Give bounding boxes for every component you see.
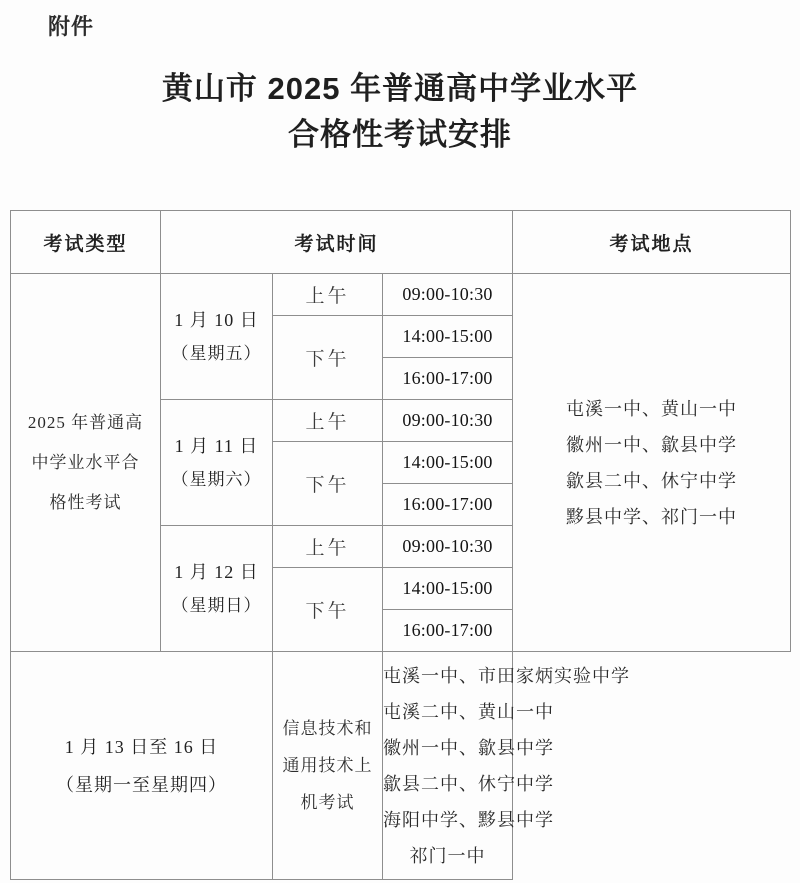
cell-written-venues: [513, 274, 791, 652]
cell-period-afternoon: 下午: [273, 316, 383, 400]
venue-line: 屯溪一中、市田家炳实验中学: [383, 665, 630, 686]
cell-period-morning: 上午: [273, 400, 383, 442]
subject-line-2: 通用技术上: [282, 756, 373, 775]
date-line-2: （星期一至星期四）: [56, 774, 227, 795]
cell-period-afternoon: 下午: [273, 568, 383, 652]
venue-line: 屯溪一中、黄山一中: [566, 398, 738, 419]
venue-line: 屯溪二中、黄山一中: [383, 701, 554, 722]
venue-line: 歙县二中、休宁中学: [383, 773, 554, 794]
table-body: [11, 274, 791, 880]
schedule-table-container: [10, 210, 790, 880]
header-exam-place: 考试地点: [513, 211, 791, 274]
date-line-2: （星期五）: [171, 343, 262, 363]
exam-schedule-table: [10, 210, 791, 880]
venue-line: 徽州一中、歙县中学: [566, 434, 738, 455]
cell-period-afternoon: 下午: [273, 442, 383, 526]
table-row: [11, 652, 791, 880]
subject-line-3: 机考试: [300, 793, 355, 812]
exam-type-line-2: 中学业水平合: [31, 452, 140, 472]
venue-line: 黟县中学、祁门一中: [566, 506, 738, 527]
cell-time-slot: 16:00-17:00: [383, 610, 513, 652]
cell-time-slot: 09:00-10:30: [383, 400, 513, 442]
cell-exam-type: [11, 274, 161, 652]
date-line-2: （星期日）: [171, 595, 262, 615]
date-line-1: 1 月 13 日至 16 日: [64, 736, 219, 757]
date-line-1: 1 月 11 日: [174, 435, 259, 456]
cell-date-jan10: [161, 274, 273, 400]
venue-line: 歙县二中、休宁中学: [566, 470, 738, 491]
header-exam-type: 考试类型: [11, 211, 161, 274]
title-line-1: 黄山市 2025 年普通高中学业水平: [161, 71, 639, 106]
cell-period-morning: 上午: [273, 274, 383, 316]
cell-time-slot: 14:00-15:00: [383, 316, 513, 358]
exam-type-line-3: 格性考试: [49, 492, 122, 512]
cell-date-jan12: [161, 526, 273, 652]
table-row: [11, 274, 791, 316]
cell-computer-exam-subject: [273, 652, 383, 880]
cell-period-morning: 上午: [273, 526, 383, 568]
date-line-1: 1 月 12 日: [174, 561, 259, 582]
cell-computer-exam-venues: [383, 652, 630, 880]
title-line-2: 合格性考试安排: [288, 117, 512, 152]
exam-type-line-1: 2025 年普通高: [27, 412, 144, 432]
cell-time-slot: 16:00-17:00: [383, 358, 513, 400]
cell-date-jan11: [161, 400, 273, 526]
cell-time-slot: 09:00-10:30: [383, 526, 513, 568]
page-title: [0, 66, 800, 158]
venue-line: 海阳中学、黟县中学: [383, 809, 554, 830]
subject-line-1: 信息技术和: [282, 719, 373, 738]
venue-line: 祁门一中: [409, 845, 486, 866]
cell-time-slot: 16:00-17:00: [383, 484, 513, 526]
header-exam-time: 考试时间: [161, 211, 513, 274]
cell-time-slot: 09:00-10:30: [383, 274, 513, 316]
date-line-1: 1 月 10 日: [174, 309, 259, 330]
cell-time-slot: 14:00-15:00: [383, 442, 513, 484]
attachment-label: 附件: [48, 14, 95, 39]
table-head: [11, 211, 791, 274]
venue-line: 徽州一中、歙县中学: [383, 737, 554, 758]
cell-time-slot: 14:00-15:00: [383, 568, 513, 610]
table-header-row: [11, 211, 791, 274]
cell-date-jan13-16: [11, 652, 273, 880]
date-line-2: （星期六）: [171, 469, 262, 489]
